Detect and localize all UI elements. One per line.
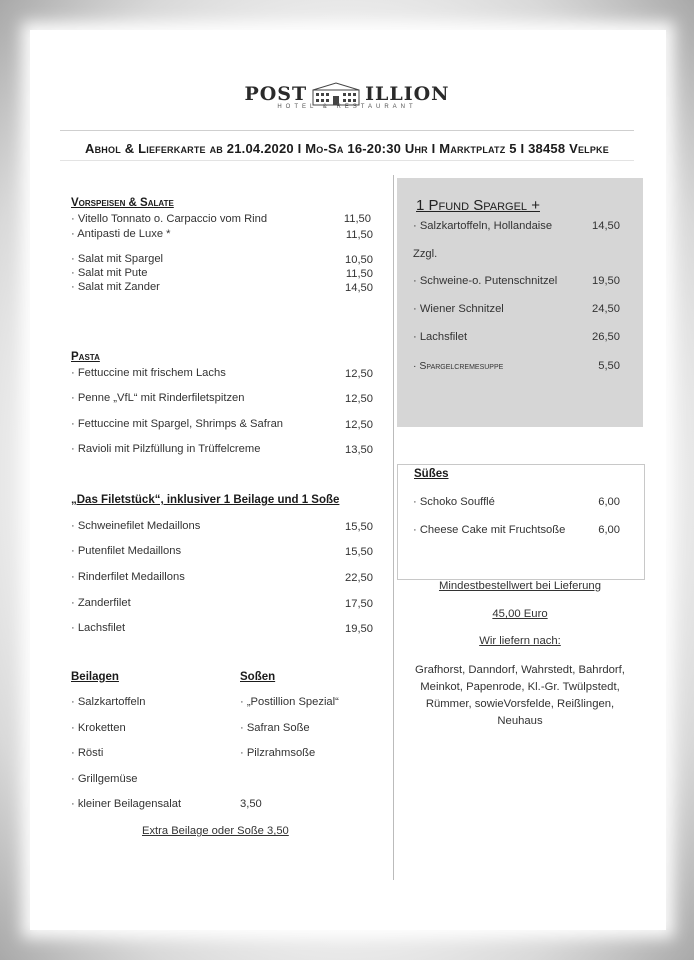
section-title-suesses: Süßes [414,468,449,480]
menu-price: 12,50 [345,368,373,380]
menu-price: 12,50 [345,419,373,431]
header-line: Abhol & Lieferkarte ab 21.04.2020 I Mo-Sa 16-20:30 Uhr I Marktplatz 5 I 38458 Velpke [85,141,609,156]
sauce-item: · Pilzrahmsoße [240,747,316,759]
menu-price: 14,50 [592,220,620,232]
sauce-item: · Safran Soße [240,722,310,734]
header-rule [60,130,634,131]
menu-item: · Vitello Tonnato o. Carpaccio vom Rind [71,213,268,225]
menu-item: · Salzkartoffeln, Hollandaise [413,220,553,232]
menu-price: 11,50 [343,213,371,225]
section-title-spargel: 1 Pfund Spargel + [416,197,540,214]
extra-side-note: Extra Beilage oder Soße 3,50 [142,825,289,837]
menu-price: 10,50 [345,254,373,266]
menu-price: 11,50 [345,229,373,241]
menu-item: · Lachsfilet [413,331,468,343]
menu-item: · Schweinefilet Medaillons [71,520,201,532]
menu-price: 13,50 [345,444,373,456]
menu-item: · Wiener Schnitzel [413,303,504,315]
menu-item: · Schoko Soufflé [413,496,495,508]
building-icon [311,82,361,106]
menu-price: 26,50 [592,331,620,343]
menu-price: 24,50 [592,303,620,315]
menu-price: 11,50 [345,268,373,280]
menu-price: 19,50 [345,623,373,635]
menu-price: 15,50 [345,546,373,558]
menu-price: 6,00 [598,496,620,508]
menu-item: · Ravioli mit Pilzfüllung in Trüffelcreme [71,443,261,455]
logo [0,82,694,110]
menu-item: · Fettuccine mit Spargel, Shrimps & Safran [71,418,284,430]
side-item: · Rösti [71,747,104,759]
menu-item: · Fettuccine mit frischem Lachs [71,367,226,379]
menu-price: 15,50 [345,521,373,533]
delivery-places-line: Rümmer, sowieVorsfelde, Reißlingen, [425,698,615,710]
side-item: · Salzkartoffeln [71,696,146,708]
menu-price: 14,50 [345,282,373,294]
menu-item: · Cheese Cake mit Fruchtsoße [413,524,566,536]
menu-item: · Spargelcremesuppe [413,360,504,372]
menu-price: 6,00 [598,524,620,536]
delivery-places [389,662,651,730]
section-title-filet: „Das Filetstück“, inklusiver 1 Beilage und 1 Soße [71,494,340,506]
menu-item: · Penne „VfL“ mit Rinderfiletspitzen [71,392,245,404]
menu-item: · Rinderfilet Medaillons [71,571,185,583]
menu-item: · Salat mit Zander [71,281,160,293]
column-divider [393,175,394,880]
suesses-box [397,464,645,580]
side-item: · Grillgemüse [71,773,138,785]
menu-item: · Schweine-o. Putenschnitzel [413,275,558,287]
min-order-label: Mindestbestellwert bei Lieferung [438,580,601,592]
header-rule-bottom [60,160,634,161]
sauce-item: · „Postillion Spezial“ [240,696,339,708]
section-title-beilagen: Beilagen [71,671,119,683]
section-title-sossen: Soßen [240,671,276,683]
logo-word-right: ILLION [365,83,450,105]
menu-item: · Lachsfilet [71,622,126,634]
menu-price: 17,50 [345,598,373,610]
section-title-vorspeisen: Vorspeisen & Salate [71,197,174,209]
side-item: · Kroketten [71,722,126,734]
menu-price: 22,50 [345,572,373,584]
delivery-places-line: Meinkot, Papenrode, Kl.-Gr. Twülpstedt, [420,681,620,693]
menu-item: · Salat mit Pute [71,267,148,279]
spargel-zzgl: Zzgl. [413,248,438,260]
menu-price: 5,50 [598,360,620,372]
logo-word-left: POST [244,83,308,105]
we-deliver-label: Wir liefern nach: [479,635,561,647]
min-order-value: 45,00 Euro [492,608,548,620]
menu-item: · Antipasti de Luxe * [71,228,171,240]
menu-price: 12,50 [345,393,373,405]
delivery-places-line: Grafhorst, Danndorf, Wahrstedt, Bahrdorf, [415,664,625,676]
logo-subtitle: HOTEL & RESTAURANT [277,104,417,110]
menu-item: · Zanderfilet [71,597,131,609]
side-salad-price: 3,50 [240,798,262,810]
side-item: · kleiner Beilagensalat [71,798,182,810]
menu-item: · Putenfilet Medaillons [71,545,182,557]
menu-item: · Salat mit Spargel [71,253,164,265]
menu-price: 19,50 [592,275,620,287]
section-title-pasta: Pasta [71,351,100,363]
delivery-places-line: Neuhaus [497,715,543,727]
